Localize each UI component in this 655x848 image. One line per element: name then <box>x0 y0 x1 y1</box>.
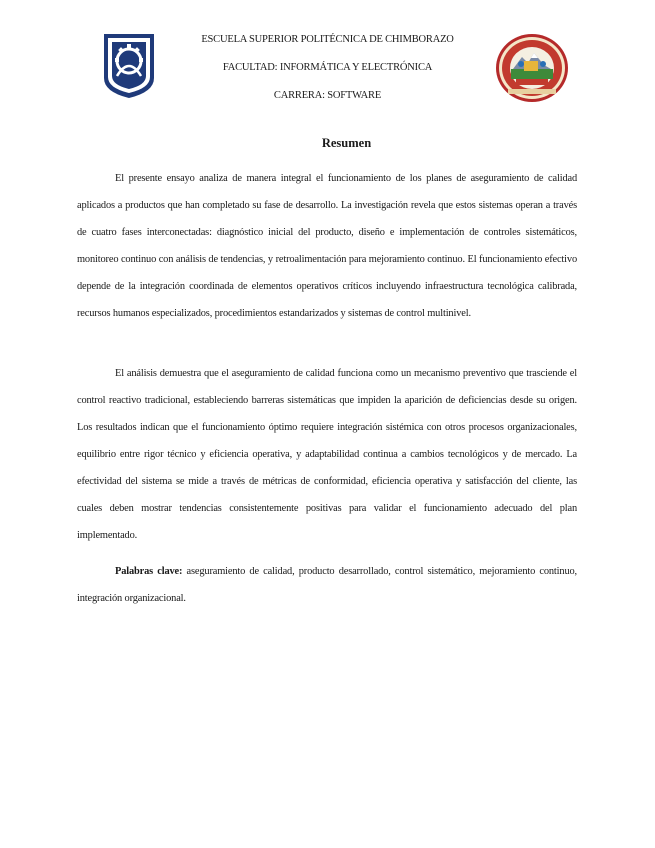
page-title: Resumen <box>321 136 372 150</box>
keywords-label: Palabras clave: <box>115 566 183 577</box>
keywords-paragraph <box>77 558 577 612</box>
abstract-paragraph-2: El análisis demuestra que el aseguramiento de calidad funciona como un mecanismo preventivo que trasciende el control reactivo tradicional, estableciendo barreras sistemáticas que impiden la aparición de deficiencias desde su origen. Los resultados indican que el funcionamiento óptimo requiere integración sistémica con otros procesos organizacionales, equilibrio entre rigor técnico y eficiencia operativa, y adaptabilidad continua a cambios tecnológicos y de mercado. La efectividad del sistema se mide a través de métricas de conformidad, eficiencia operativa y satisfacción del cliente, las cuales deben mostrar tendencias consistentemente positivas para validar el funcionamiento adecuado del plan implementado. <box>77 368 577 541</box>
faculty-name: FACULTAD: INFORMÁTICA Y ELECTRÓNICA <box>222 62 433 73</box>
institution-name: ESCUELA SUPERIOR POLITÉCNICA DE CHIMBORAZO <box>201 34 454 45</box>
career-name: CARRERA: SOFTWARE <box>273 90 382 101</box>
keywords-text: aseguramiento de calidad, producto desarrollado, control sistemático, mejoramiento continuo, integración organizacional. <box>77 566 577 604</box>
abstract-paragraph-1: El presente ensayo analiza de manera integral el funcionamiento de los planes de aseguramiento de calidad aplicados a productos que han completado su fase de desarrollo. La investigación revela que estos sistemas operan a través de cuatro fases interconectadas: diagnóstico inicial del producto, diseño e implementación de controles sistemáticos, monitoreo continuo con análisis de tendencias, y retroalimentación para mejoramiento continuo. El funcionamiento efectivo depende de la integración coordinada de elementos operativos críticos incluyendo infraestructura tecnológica calibrada, recursos humanos especializados, procedimientos estandarizados y sistemas de control multinivel. <box>77 173 577 319</box>
